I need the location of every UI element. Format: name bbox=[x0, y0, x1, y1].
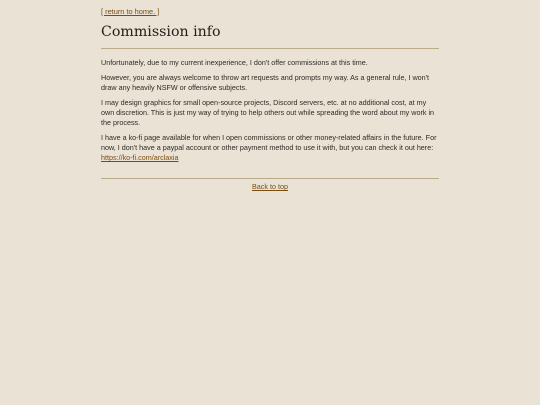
paragraph-commissions: Unfortunately, due to my current inexperience, I don't offer commissions at this time. bbox=[101, 58, 368, 67]
return-home-link[interactable]: [ return to home. ] bbox=[101, 7, 160, 16]
kofi-text: I have a ko-fi page available for when I open commissions or other money-related affairs in the future. For now, I don't have a paypal account or other payment method to use it with, but you can check it out here: bbox=[101, 133, 437, 152]
page-title: Commission info bbox=[101, 24, 221, 40]
footer bbox=[101, 182, 439, 192]
main-content bbox=[101, 58, 439, 168]
paragraph-kofi bbox=[101, 133, 439, 163]
footer-divider bbox=[101, 178, 439, 179]
kofi-link[interactable]: https://ko-fi.com/arclaxia bbox=[101, 153, 179, 162]
paragraph-art-requests: However, you are always welcome to throw art requests and prompts my way. As a general rule, I won't draw any heavily NSFW or offensive subjects. bbox=[101, 73, 430, 92]
paragraph-design-graphics: I may design graphics for small open-source projects, Discord servers, etc. at no additional cost, at my own discretion. This is just my way of trying to help others out while spreading the word about my work in the process. bbox=[101, 98, 435, 127]
title-divider bbox=[101, 48, 439, 49]
back-to-top-link[interactable]: Back to top bbox=[252, 182, 288, 191]
